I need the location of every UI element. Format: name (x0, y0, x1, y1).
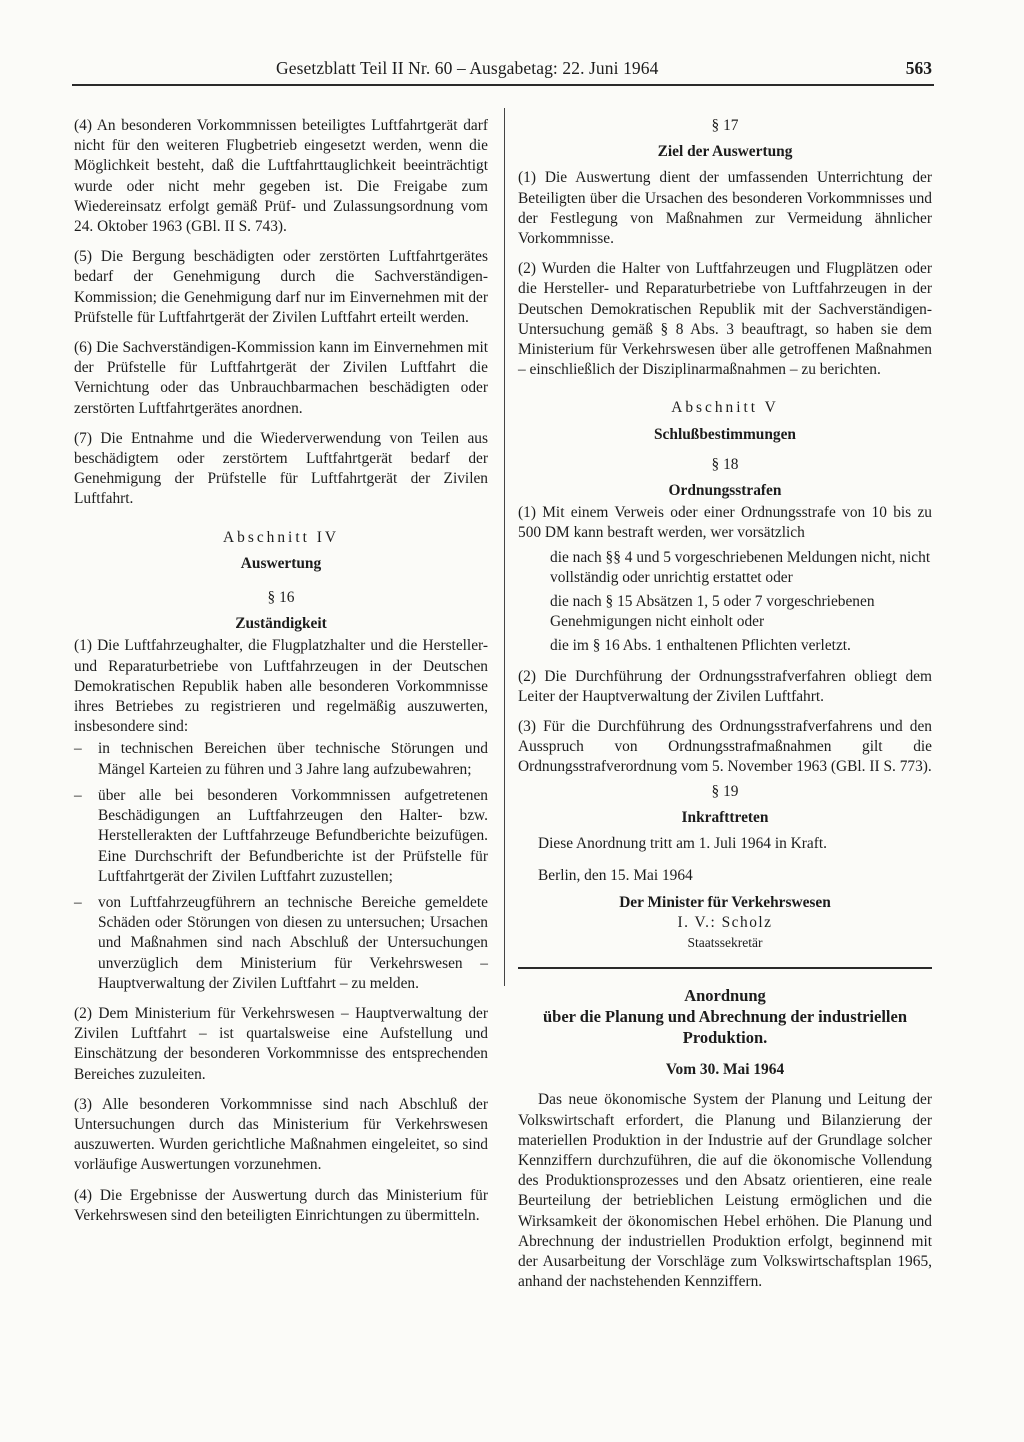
anordnung-intro: Das neue ökonomische System der Planung und Leitung der Volkswirtschaft erfordert, die Planung und Bilanzierung der materiellen Produktion in der Industrie auf der Grundlage solcher Kennziffern durchzuführen, die auf die ökonomische Vollendung des Produktionsprozesses und den Absatz orientieren, eine reale Beurteilung der betrieblichen Leistung ermöglichen und die Wirksamkeit der ökonomischen Hebel erhöhen. Die Planung und Abrechnung der industriellen Produktion erfolgt, beginnend mit der Ausarbeitung der Vorschläge zum Volkswirtschaftsplan 1965, anhand der nachstehenden Kennziffern. (518, 1091, 932, 1291)
list-item-text: von Luftfahrzeugführern an technische Bereiche gemeldete Schäden oder Störungen von diesen zu untersuchen; Ursachen und Maßnahmen sind nach Abschluß der Untersuchungen unverzüglich dem Ministerium für Verkehrswesen – Hauptverwaltung der Zivilen Luftfahrt – zu melden. (98, 893, 488, 992)
section-18-title: Ordnungsstrafen (668, 482, 782, 500)
paragraph-s15-5: (5) Die Bergung beschädigten oder zerstörten Luftfahrtgerätes bedarf der Genehmigung durch die Sachverständigen-Kommission; die Genehmigung darf nur im Einvernehmen mit der Prüfstelle für Luftfahrtgerät der Zivilen Luftfahrt erteilt werden. (74, 248, 488, 326)
dash-marker: – (74, 893, 82, 911)
anordnung-date: Vom 30. Mai 1964 (665, 1061, 785, 1079)
anordnung-subtitle: über die Planung und Abrechnung der industriellen Produktion. (542, 1007, 908, 1048)
list-item: die nach §§ 4 und 5 vorgeschriebenen Meldungen nicht, nicht vollständig oder unrichtig erstattet oder (550, 548, 931, 586)
paragraph-s17-1: (1) Die Auswertung dient der umfassenden Unterrichtung der Beteiligten über die Ursachen des besonderen Vorkommnisses und der Festlegung von Maßnahmen zur Vermeidung ähnlicher Vorkommnisse. (518, 169, 932, 248)
list-item (74, 786, 488, 887)
abschnitt-iv-title: Auswertung (240, 554, 322, 572)
list-item (74, 739, 488, 779)
dash-marker: – (74, 740, 82, 758)
paragraph-s16-1: (1) Die Luftfahrzeughalter, die Flugplatzhalter und die Hersteller- und Reparaturbetriebe von Luftfahrzeugen in der Deutschen Demokratischen Republik haben alle besonderen Vorkommnisse ihres Betriebes zu registrieren und regelmäßig auszuwerten, insbesondere sind: (74, 637, 488, 736)
paragraph-s16-3: (3) Alle besonderen Vorkommnisse sind nach Abschluß der Untersuchungen durch das Ministerium für Verkehrswesen auszuwerten. Wurden gerichtliche Maßnahmen eingeleitet, so sind vorläufige Auswertungen vorzunehmen. (74, 1095, 488, 1174)
list-item: die im § 16 Abs. 1 enthaltenen Pflichten verletzt. (550, 637, 851, 655)
paragraph-s16-2: (2) Dem Ministerium für Verkehrswesen – Hauptverwaltung der Zivilen Luftfahrt – ist quartalsweise eine Aufstellung und Einschätzung der besonderen Vorkommnisse des entsprechenden Bereiches zuzuleiten. (74, 1004, 488, 1083)
paragraph-s19: Diese Anordnung tritt am 1. Juli 1964 in Kraft. (538, 835, 827, 853)
column-divider (504, 108, 505, 986)
section-16-title: Zuständigkeit (235, 615, 327, 633)
list-item: die nach § 15 Absätzen 1, 5 oder 7 vorgeschriebenen Genehmigungen nicht einholt oder (550, 593, 875, 631)
anordnung-title: Anordnung (684, 986, 766, 1006)
abschnitt-v-heading: Abschnitt V (671, 399, 779, 417)
signatory-name: I. V.: Scholz (677, 913, 773, 931)
minister-title: Der Minister für Verkehrswesen (619, 893, 831, 911)
section-17-number: § 17 (711, 117, 739, 134)
section-separator (518, 967, 932, 969)
paragraph-s17-2: (2) Wurden die Halter von Luftfahrzeugen und Flugplätzen oder die Hersteller- und Reparaturbetriebe von Luftfahrzeugen in der Deutschen Demokratischen Republik mit der Sachverständigen-Untersuchung gemäß § 8 Abs. 3 beauftragt, so haben sie dem Ministerium für Verkehrswesen über alle getroffenen Maßnahmen – einschließlich der Disziplinarmaßnahmen – zu berichten. (518, 260, 932, 379)
header-title: Gesetzblatt Teil II Nr. 60 – Ausgabetag: 22. Juni 1964 (276, 58, 659, 78)
paragraph-s16-4: (4) Die Ergebnisse der Auswertung durch das Ministerium für Verkehrswesen sind den beteiligten Einrichtungen zu übermitteln. (74, 1186, 488, 1224)
section-18-number: § 18 (711, 455, 739, 473)
right-column (518, 116, 932, 1302)
paragraph-s18-2: (2) Die Durchführung der Ordnungsstrafverfahren obliegt dem Leiter der Hauptverwaltung der Zivilen Luftfahrt. (518, 667, 932, 705)
section-19-number: § 19 (711, 782, 739, 800)
section-17-title: Ziel der Auswertung (657, 143, 793, 161)
header-rule (72, 84, 934, 86)
list-item-text: in technischen Bereichen über technische Störungen und Mängel Karteien zu führen und 3 Jahre lang aufzubewahren; (98, 740, 488, 778)
paragraph-s15-7: (7) Die Entnahme und die Wiederverwendung von Teilen aus beschädigtem oder zerstörtem Luftfahrtgerät bedarf der Genehmigung der Prüfstelle für Luftfahrtgerät der Zivilen Luftfahrt. (74, 429, 488, 508)
paragraph-s18-1: (1) Mit einem Verweis oder einer Ordnungsstrafe von 10 bis zu 500 DM kann bestraft werden, wer vorsätzlich (518, 504, 932, 542)
abschnitt-iv-heading: Abschnitt IV (223, 528, 339, 546)
dash-marker: – (74, 786, 82, 804)
list-item (74, 893, 488, 994)
page-header (0, 58, 1024, 84)
paragraph-s15-4: (4) An besonderen Vorkommnissen beteiligtes Luftfahrtgerät darf nicht für den weiteren Flugbetrieb eingesetzt werden, wenn die Möglichkeit besteht, daß die Luftfahrttauglichkeit beeinträchtigt wurde oder nicht mehr gegeben ist. Die Freigabe zum Wiedereinsatz erfolgt gemäß Prüf- und Zulassungsordnung vom 24. Oktober 1963 (GBl. II S. 743). (74, 117, 488, 236)
paragraph-s18-3: (3) Für die Durchführung des Ordnungsstrafverfahrens und den Ausspruch von Ordnungsstrafmaßnahmen gilt die Ordnungsstrafverordnung vom 5. November 1963 (GBl. II S. 773). (518, 718, 932, 776)
place-date: Berlin, den 15. Mai 1964 (538, 867, 693, 885)
abschnitt-v-title: Schlußbestimmungen (654, 425, 796, 443)
section-19-title: Inkrafttreten (681, 808, 769, 826)
section-16-number: § 16 (267, 589, 295, 607)
left-column (74, 116, 488, 1236)
page-number: 563 (905, 58, 932, 78)
list-item-text: über alle bei besonderen Vorkommnissen aufgetretenen Beschädigungen an Luftfahrzeugen den Halter- bzw. Herstellerakten der Luftfahrzeuge Befundberichte beizufügen. Eine Durchschrift der Befundberichte ist der Prüfstelle für Luftfahrtgerät der Zivilen Luftfahrt zuzustellen; (98, 786, 488, 885)
paragraph-s15-6: (6) Die Sachverständigen-Kommission kann im Einvernehmen mit der Prüfstelle für Luftfahrtgerät der Zivilen Luftfahrt die Vernichtung oder das Unbrauchbarmachen beschädigten oder zerstörten Luftfahrtgerätes anordnen. (74, 339, 488, 417)
signatory-role: Staatssekretär (687, 934, 763, 950)
